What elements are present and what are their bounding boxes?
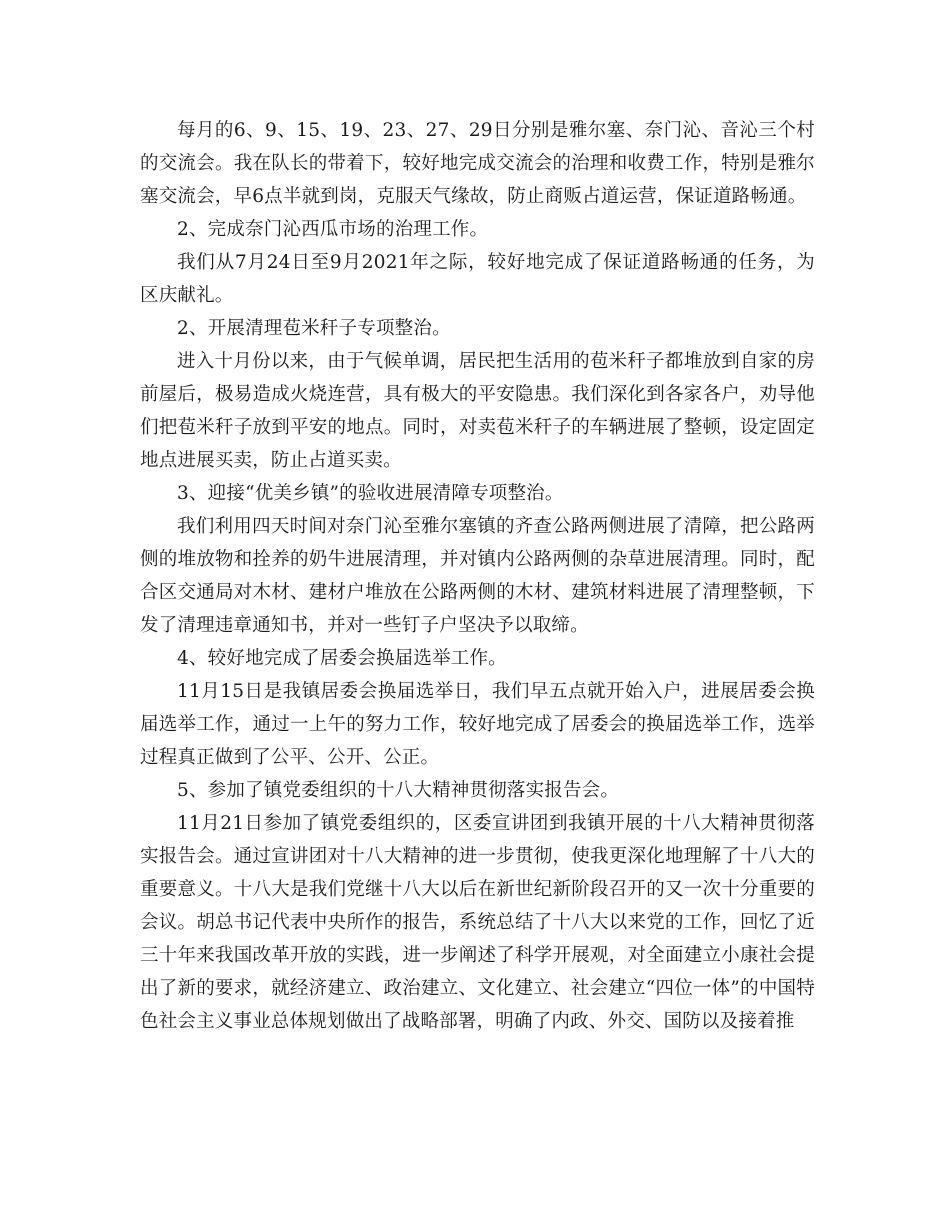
document-body	[140, 114, 815, 1038]
paragraph-committee-election: 11月15日是我镇居委会换届选举日，我们早五点就开始入户，进展居委会换届选举工作，通过一上午的努力工作，较好地完成了居委会的换届选举工作，选举过程真正做到了公平、公开、公正。	[140, 681, 815, 768]
paragraph-beautiful-town-inspection: 我们利用四天时间对奈门沁至雅尔塞镇的齐查公路两侧进展了清障，把公路两侧的堆放物和拴养的奶牛进展清理，并对镇内公路两侧的杂草进展清理。同时，配合区交通局对木材、建材户堆放在公路两侧的木材、建筑材料进展了清理整顿，下发了清理违章通知书，并对一些钉子户坚决予以取缔。	[140, 516, 815, 636]
heading-beautiful-town-inspection: 3、迎接“优美乡镇”的验收进展清障专项整治。	[177, 483, 564, 504]
heading-party-report-meeting: 5、参加了镇党委组织的十八大精神贯彻落实报告会。	[177, 780, 620, 801]
paragraph-road-clearance: 我们从7月24日至9月2021年之际，较好地完成了保证道路畅通的任务，为区庆献礼。	[140, 252, 815, 306]
paragraph-corn-stalk-cleanup: 进入十月份以来，由于气候单调，居民把生活用的苞米秆子都堆放到自家的房前屋后，极易造成火烧连营，具有极大的平安隐患。我们深化到各家各户，劝导他们把苞米秆子放到平安的地点。同时，对卖苞米秆子的车辆进展了整顿，设定固定地点进展买卖，防止占道买卖。	[140, 351, 815, 471]
heading-watermelon-market: 2、完成奈门沁西瓜市场的治理工作。	[177, 219, 489, 240]
paragraph-party-report-meeting: 11月21日参加了镇党委组织的，区委宣讲团到我镇开展的十八大精神贯彻落实报告会。通过宣讲团对十八大精神的进一步贯彻，使我更深化地理解了十八大的重要意义。十八大是我们党继十八大以后在新世纪新阶段召开的又一次十分重要的会议。胡总书记代表中央所作的报告，系统总结了十八大以来党的工作，回忆了近三十年来我国改革开放的实践，进一步阐述了科学开展观，对全面建立小康社会提出了新的要求，就经济建立、政治建立、文化建立、社会建立“四位一体”的中国特色社会主义事业总体规划做出了战略部署，明确了内政、外交、国防以及接着推	[140, 813, 815, 1032]
heading-corn-stalk-cleanup: 2、开展清理苞米秆子专项整治。	[177, 318, 451, 339]
paragraph-fair-management: 每月的6、9、15、19、23、27、29日分别是雅尔塞、奈门沁、音沁三个村的交流会。我在队长的带着下，较好地完成交流会的治理和收费工作，特别是雅尔塞交流会，早6点半就到岗，克服天气缘故，防止商贩占道运营，保证道路畅通。	[140, 120, 815, 207]
heading-committee-election: 4、较好地完成了居委会换届选举工作。	[177, 648, 507, 669]
